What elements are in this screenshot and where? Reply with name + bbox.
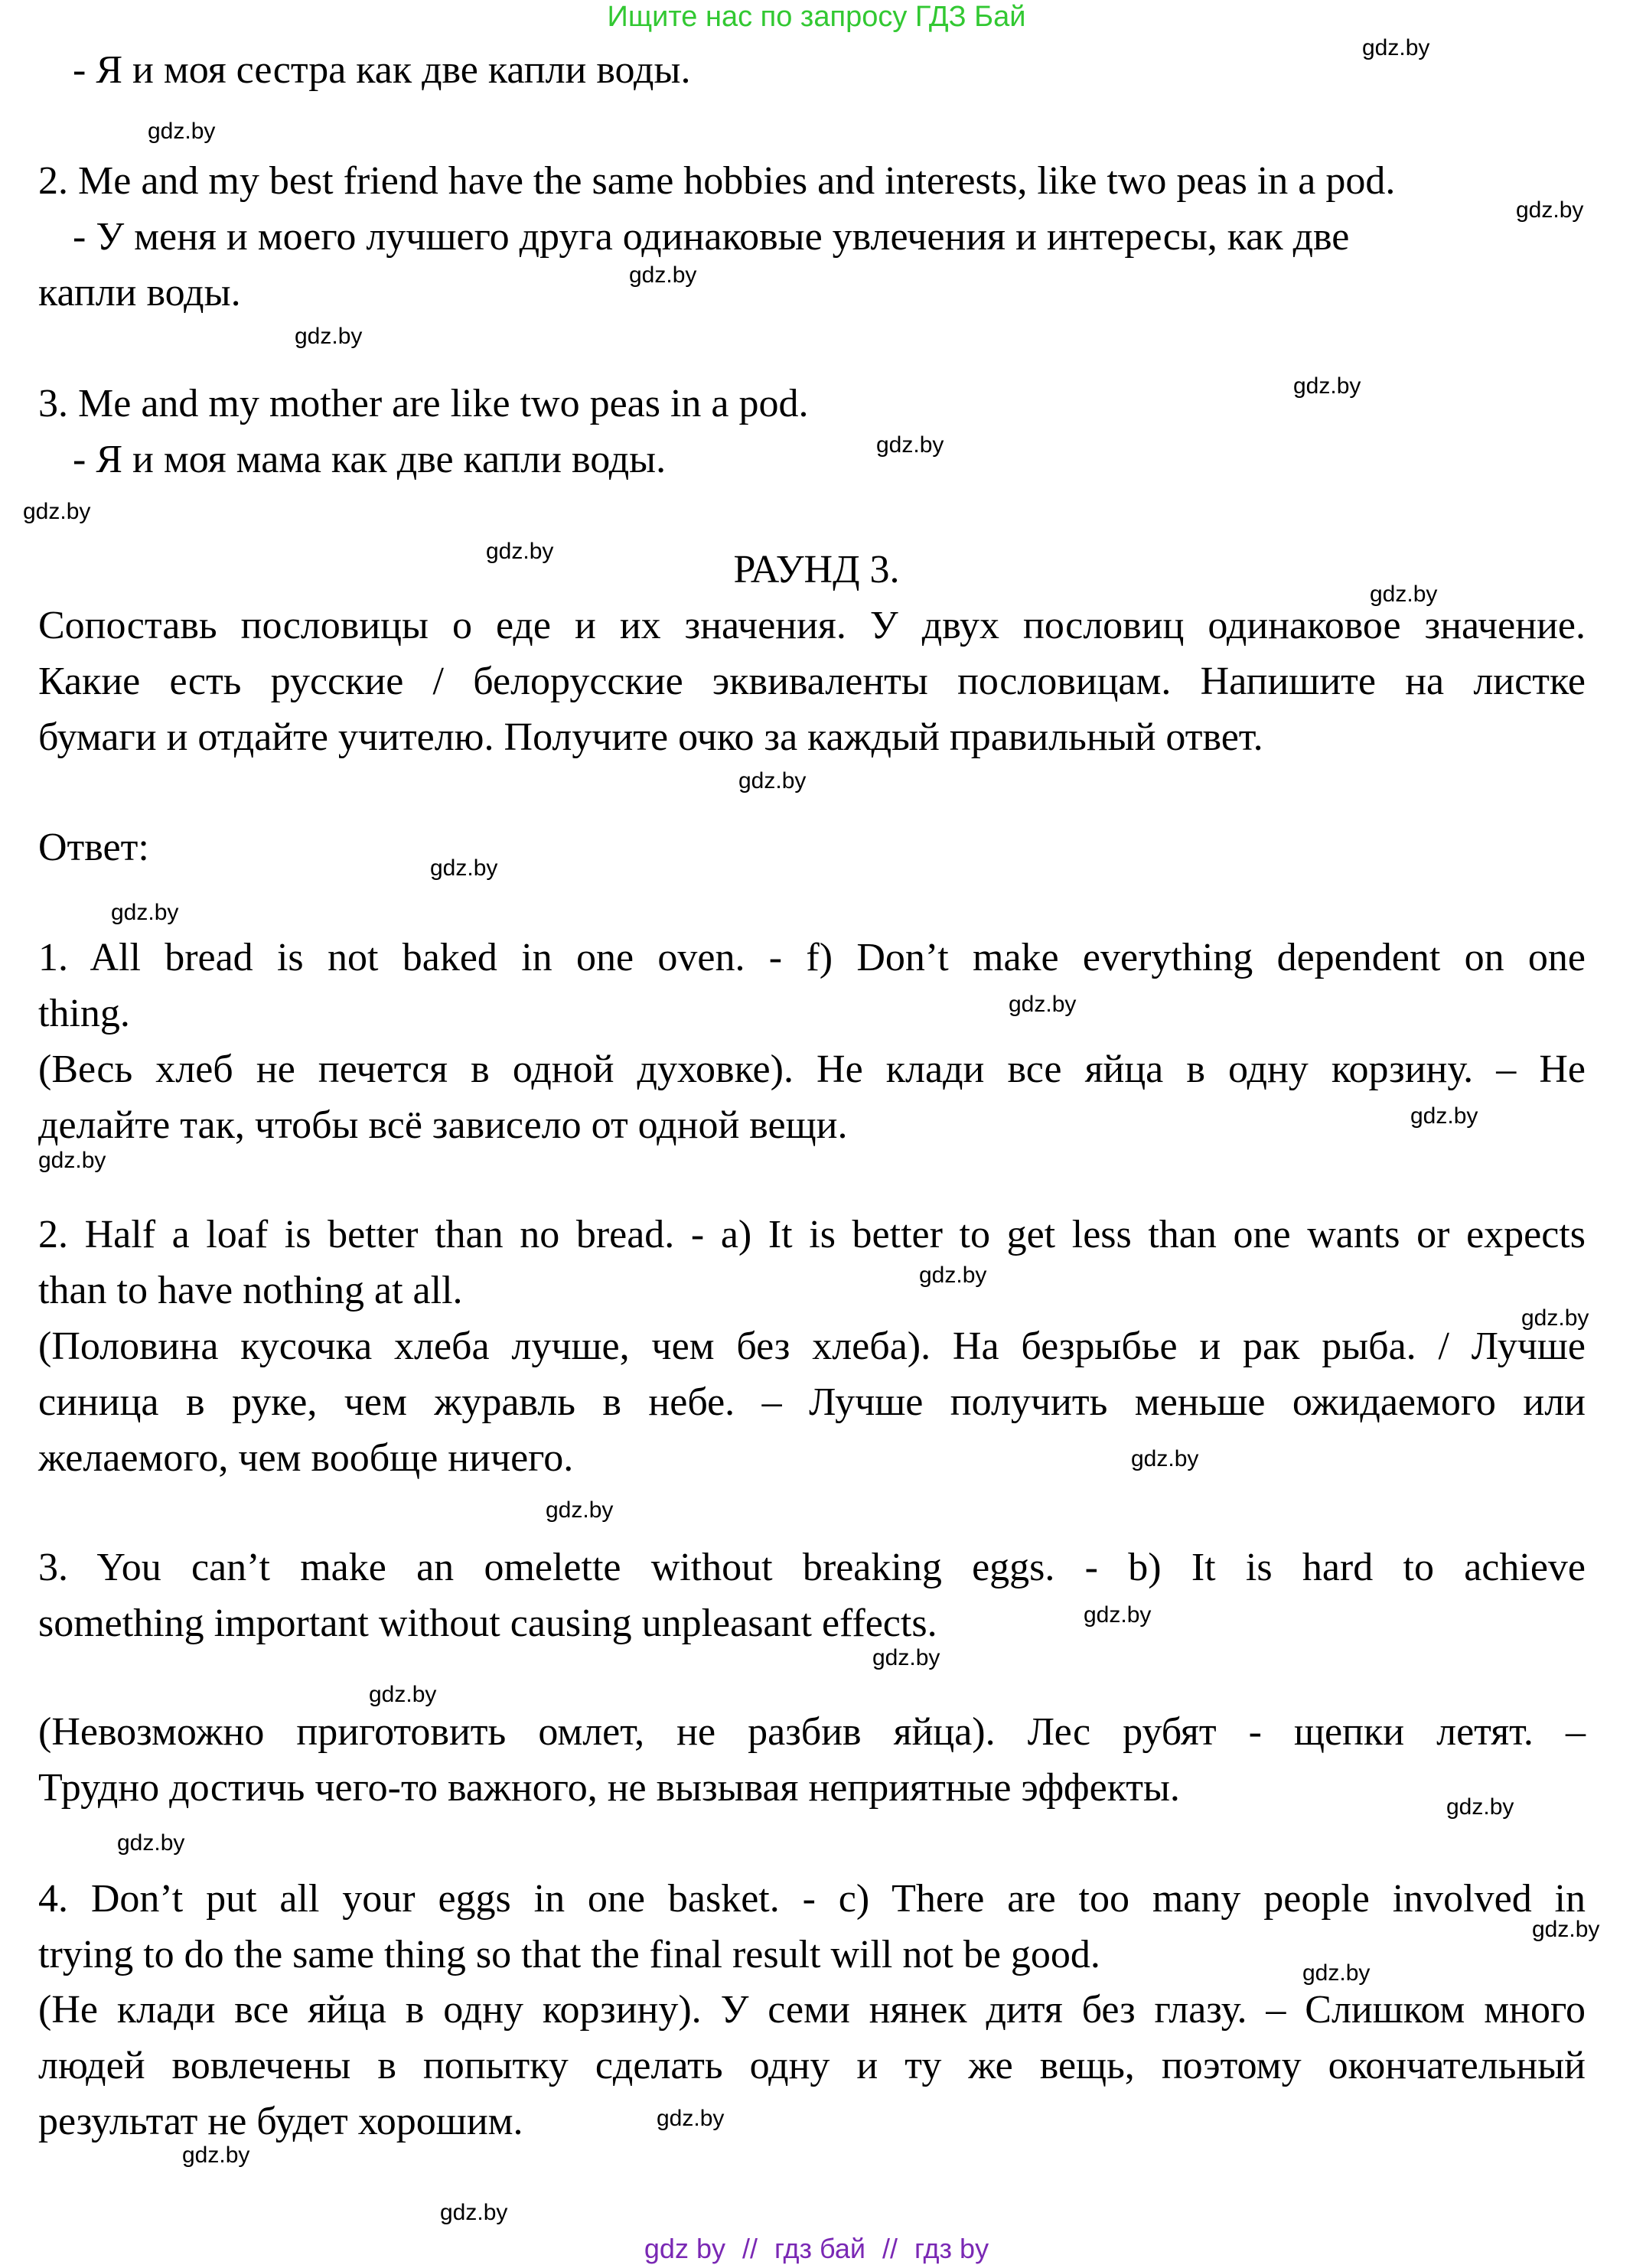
text-line: людей вовлечены в попытку сделать одну и ту же вещь, поэтому окончательный	[38, 2044, 1586, 2087]
text-line: something important without causing unpleasant effects.	[38, 1602, 937, 1645]
answer-label: Ответ:	[38, 826, 149, 869]
watermark: gdz.by	[148, 119, 216, 144]
text-line: 3. Me and my mother are like two peas in a pod.	[38, 382, 809, 425]
text-line: Сопоставь пословицы о еде и их значения. У двух пословиц одинаковое значение.	[38, 604, 1586, 647]
watermark: gdz.by	[486, 539, 554, 564]
text-line: trying to do the same thing so that the final result will not be good.	[38, 1933, 1100, 1976]
watermark: gdz.by	[1516, 197, 1584, 223]
watermark: gdz.by	[23, 499, 91, 524]
text-line: than to have nothing at all.	[38, 1269, 463, 1312]
text-line: 2. Half a loaf is better than no bread. - a) It is better to get less than one wants or expects	[38, 1213, 1586, 1256]
text-line: 3. You can’t make an omelette without breaking eggs. - b) It is hard to achieve	[38, 1546, 1586, 1589]
text-line: 4. Don’t put all your eggs in one basket. - c) There are too many people involved in	[38, 1877, 1586, 1921]
footer-link-gdz-by[interactable]: gdz by	[644, 2233, 725, 2264]
section-heading: РАУНД 3.	[733, 548, 900, 591]
text-line: (Половина кусочка хлеба лучше, чем без хлеба). На безрыбье и рак рыба. / Лучше	[38, 1325, 1586, 1368]
watermark: gdz.by	[1446, 1794, 1514, 1820]
watermark: gdz.by	[1370, 582, 1438, 607]
watermark: gdz.by	[1532, 1917, 1600, 1942]
text-line: синица в руке, чем журавль в небе. – Лучше получить меньше ожидаемого или	[38, 1380, 1586, 1424]
watermark: gdz.by	[38, 1148, 106, 1173]
text-line: делайте так, чтобы всё зависело от одной вещи.	[38, 1103, 848, 1147]
watermark: gdz.by	[1131, 1446, 1199, 1471]
footer-links	[0, 2233, 1633, 2265]
watermark: gdz.by	[1410, 1103, 1478, 1129]
watermark: gdz.by	[738, 768, 807, 793]
watermark: gdz.by	[919, 1263, 987, 1288]
watermark: gdz.by	[546, 1497, 614, 1523]
footer-link-gdz-bai[interactable]: гдз бай	[774, 2233, 865, 2264]
watermark: gdz.by	[369, 1682, 437, 1707]
text-line: - Я и моя мама как две капли воды.	[73, 438, 667, 481]
text-line: (Не клади все яйца в одну корзину). У семи нянек дитя без глазу. – Слишком много	[38, 1988, 1586, 2032]
text-line: - У меня и моего лучшего друга одинаковые увлечения и интересы, как две	[73, 215, 1350, 259]
text-line: Какие есть русские / белорусские эквиваленты пословицам. Напишите на листке	[38, 660, 1586, 703]
watermark: gdz.by	[1521, 1305, 1589, 1331]
text-line: капли воды.	[38, 271, 241, 314]
text-line: 2. Me and my best friend have the same hobbies and interests, like two peas in a pod.	[38, 159, 1396, 203]
footer-separator: //	[742, 2233, 758, 2264]
watermark: gdz.by	[1302, 1960, 1371, 1986]
search-banner[interactable]: Ищите нас по запросу ГДЗ Бай	[607, 1, 1026, 33]
text-line: желаемого, чем вообще ничего.	[38, 1436, 574, 1480]
watermark: gdz.by	[117, 1830, 185, 1856]
watermark: gdz.by	[876, 432, 944, 458]
watermark: gdz.by	[1362, 35, 1430, 60]
footer-separator: //	[882, 2233, 898, 2264]
watermark: gdz.by	[440, 2200, 508, 2225]
text-line: (Невозможно приготовить омлет, не разбив яйца). Лес рубят - щепки летят. –	[38, 1710, 1586, 1754]
watermark: gdz.by	[182, 2143, 250, 2168]
text-line: 1. All bread is not baked in one oven. - f) Don’t make everything dependent on one	[38, 936, 1586, 979]
watermark: gdz.by	[872, 1645, 940, 1670]
watermark: gdz.by	[295, 324, 363, 349]
footer-link-gdz-by-cyr[interactable]: гдз by	[914, 2233, 989, 2264]
watermark: gdz.by	[657, 2106, 725, 2131]
watermark: gdz.by	[1009, 992, 1077, 1017]
watermark: gdz.by	[430, 855, 498, 881]
text-line: thing.	[38, 992, 130, 1035]
watermark: gdz.by	[111, 900, 179, 925]
watermark: gdz.by	[629, 262, 697, 288]
text-line: - Я и моя сестра как две капли воды.	[73, 48, 691, 92]
text-line: результат не будет хорошим.	[38, 2100, 523, 2143]
text-line: бумаги и отдайте учителю. Получите очко за каждый правильный ответ.	[38, 715, 1263, 759]
text-line: Трудно достичь чего-то важного, не вызывая неприятные эффекты.	[38, 1766, 1180, 1810]
watermark: gdz.by	[1084, 1602, 1152, 1628]
text-line: (Весь хлеб не печется в одной духовке). Не клади все яйца в одну корзину. – Не	[38, 1048, 1586, 1091]
watermark: gdz.by	[1293, 373, 1361, 399]
